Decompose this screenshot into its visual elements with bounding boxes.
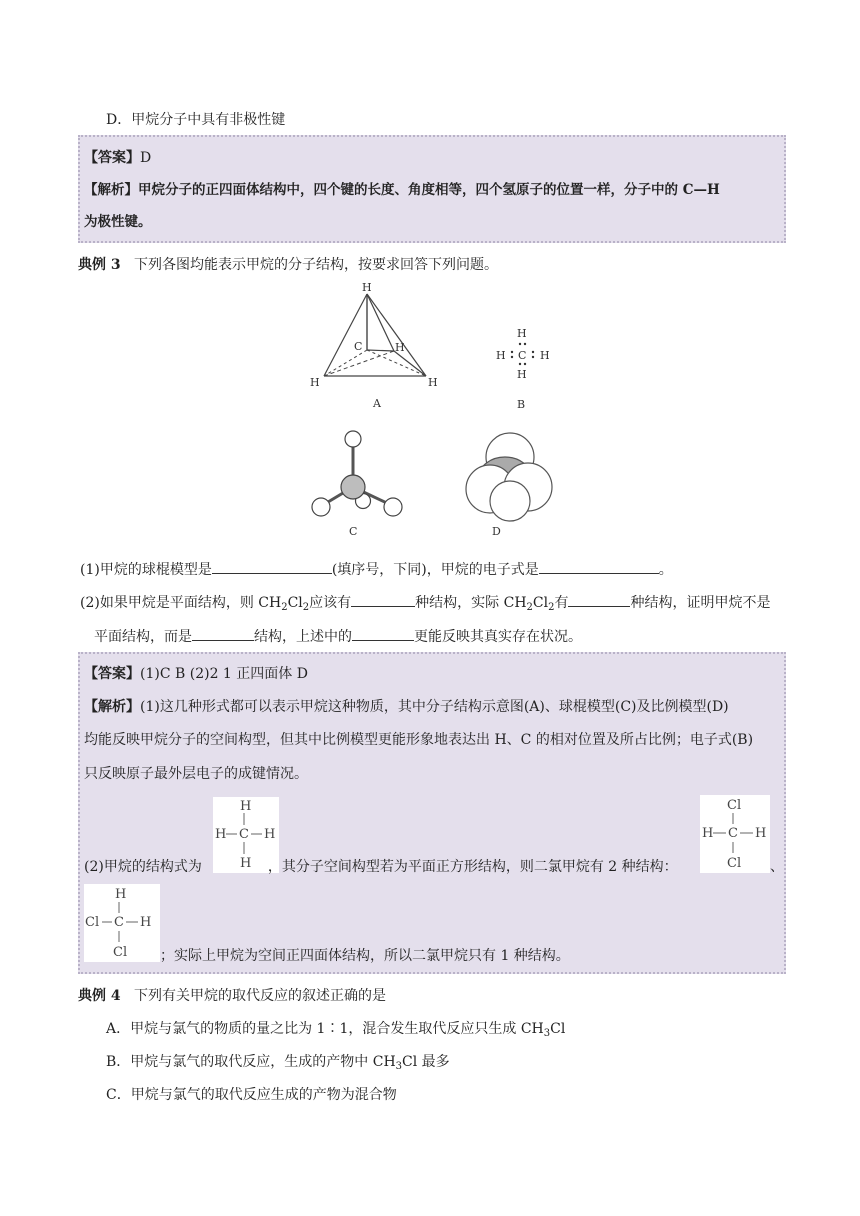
example3-text: 下列各图均能表示甲烷的分子结构，按要求回答下列问题。	[133, 257, 498, 273]
struct1-cl-bottom: Cl	[727, 856, 742, 871]
example4-label: 典例 4	[78, 988, 121, 1004]
q1-blank-2[interactable]	[539, 559, 659, 574]
answer2-p2-line	[84, 857, 678, 877]
q2-part-f: 有	[554, 595, 569, 611]
example3-q2-line1	[80, 592, 770, 618]
struct2-c: C	[114, 915, 124, 930]
fig-b-label: B	[517, 398, 526, 411]
answer2-comma: 、	[770, 859, 784, 875]
example4-stem	[78, 986, 386, 1006]
fig-a-atom-c: C	[354, 340, 363, 353]
answer-value: D	[140, 150, 152, 166]
struct1-c: C	[728, 826, 738, 841]
q2-sub-4: 2	[548, 602, 555, 613]
option-d: D．甲烷分子中具有非极性键	[106, 112, 286, 128]
answer2-analysis-3: 只反映原子最外层电子的成键情况。	[84, 766, 308, 782]
struct-methane-h-right: H	[264, 827, 276, 842]
q2-blank-1[interactable]	[351, 592, 415, 607]
example4-text: 下列有关甲烷的取代反应的叙述正确的是	[133, 988, 386, 1004]
fig-a-atom-h-top: H	[362, 281, 372, 294]
answer-tag: 【答案】	[84, 150, 140, 166]
q2-sub-3: 2	[526, 602, 533, 613]
q2-sub-1: 2	[281, 602, 288, 613]
opt-a-sub: 3	[543, 1028, 551, 1039]
struct2-h-top: H	[115, 887, 127, 902]
q2-part-a: (2)如果甲烷是平面结构，则 CH	[80, 595, 282, 611]
example4-option-a	[106, 1019, 565, 1044]
fig-b-atom-h-right: H	[540, 349, 550, 362]
struct-methane-h-bottom: H	[240, 856, 252, 871]
answer2-analysis-tag: 【解析】	[84, 699, 140, 715]
example3-stem	[78, 255, 498, 275]
q1-blank-1[interactable]	[212, 559, 332, 574]
fig-a-atom-h-bottomright: H	[428, 376, 438, 389]
figure-a-tetrahedron	[300, 278, 460, 412]
p2-part-a: (2)甲烷的结构式为	[84, 859, 202, 875]
q2-part-e: Cl	[532, 595, 549, 611]
struct2-h-right: H	[140, 915, 152, 930]
q2-line2-a: 平面结构，而是	[94, 629, 192, 645]
analysis-line-1	[84, 180, 720, 200]
opt-b-sub: 3	[395, 1061, 403, 1072]
answer2-analysis-2: 均能反映甲烷分子的空间构型，但其中比例模型更能形象地表达出 H、C 的相对位置及所占比例；电子式(B)	[84, 732, 754, 748]
q2-part-b: Cl	[287, 595, 303, 611]
figure-d-space-filling	[460, 425, 560, 540]
answer2-analysis-1	[84, 697, 729, 717]
analysis-tag: 【解析】	[84, 182, 138, 198]
opt-b-text: B．甲烷与氯气的取代反应，生成的产物中 CH	[106, 1054, 396, 1070]
fig-b-atom-h-bottom: H	[517, 368, 527, 381]
analysis-text: 甲烷分子的正四面体结构中，四个键的长度、角度相等，四个氢原子的位置一样，分子中的 C—H	[138, 182, 720, 198]
opt-a-end: Cl	[550, 1021, 566, 1037]
q1-part-c: 。	[658, 562, 673, 578]
struct-methane-c: C	[239, 827, 249, 842]
struct2-cl-bottom: Cl	[113, 945, 128, 960]
analysis-line-2: 为极性键。	[84, 214, 152, 230]
struct-dichloromethane-2	[84, 884, 160, 962]
opt-a-text: A．甲烷与氯气的物质的量之比为 1∶1，混合发生取代反应只生成 CH	[106, 1021, 544, 1037]
struct1-h-right: H	[755, 826, 767, 841]
q2-blank-3[interactable]	[192, 626, 254, 641]
example3-q2-line2	[94, 626, 582, 647]
fig-a-atom-h-right: H	[395, 341, 405, 354]
answer2-line	[84, 664, 308, 684]
q2-blank-4[interactable]	[352, 626, 414, 641]
p2-part-b: ，其分子空间构型若为平面正方形结构，则二氯甲烷有 2 种结构：	[267, 859, 678, 875]
struct-methane-h-top: H	[240, 799, 252, 814]
q2-part-g: 种结构，证明甲烷不是	[630, 595, 771, 611]
fig-a-label: A	[373, 397, 381, 410]
q1-part-a: (1)甲烷的球棍模型是	[80, 562, 212, 578]
q2-line2-b: 结构，上述中的	[254, 629, 352, 645]
answer2-p2-end: ；实际上甲烷为空间正四面体结构，所以二氯甲烷只有 1 种结构。	[160, 948, 570, 964]
q2-blank-2[interactable]	[568, 592, 630, 607]
opt-b-end: Cl 最多	[402, 1054, 450, 1070]
figure-b-electron-dot	[490, 322, 560, 414]
struct1-cl-top: Cl	[727, 798, 742, 813]
q2-part-d: 种结构，实际 CH	[415, 595, 527, 611]
example4-option-b	[106, 1052, 450, 1077]
q2-line2-c: 更能反映其真实存在状况。	[414, 629, 582, 645]
struct2-cl-left: Cl	[85, 915, 100, 930]
fig-b-atom-h-top: H	[517, 327, 527, 340]
struct1-h-left: H	[702, 826, 714, 841]
fig-a-atom-h-left: H	[310, 376, 320, 389]
example3-label: 典例 3	[78, 257, 121, 273]
struct-methane-h-left: H	[215, 827, 227, 842]
fig-d-label: D	[492, 525, 501, 538]
fig-b-atom-c: C	[518, 349, 527, 362]
answer-line-1	[84, 148, 151, 168]
answer2-value: (1)C B (2)2 1 正四面体 D	[140, 666, 308, 682]
fig-b-atom-h-left: H	[496, 349, 506, 362]
answer2-tag: 【答案】	[84, 666, 140, 682]
q2-part-c: 应该有	[309, 595, 352, 611]
example3-q1	[80, 559, 673, 580]
answer2-analysis-text-1: (1)这几种形式都可以表示甲烷这种物质，其中分子结构示意图(A)、球棍模型(C)及比例模型(D)	[140, 699, 729, 715]
example4-option-c: C．甲烷与氯气的取代反应生成的产物为混合物	[106, 1087, 397, 1103]
figure-c-ball-stick	[305, 425, 415, 540]
q1-part-b: (填序号，下同)，甲烷的电子式是	[331, 562, 539, 578]
struct-dichloromethane-1	[700, 795, 770, 873]
q2-sub-2: 2	[302, 602, 310, 613]
fig-c-label: C	[349, 525, 358, 538]
